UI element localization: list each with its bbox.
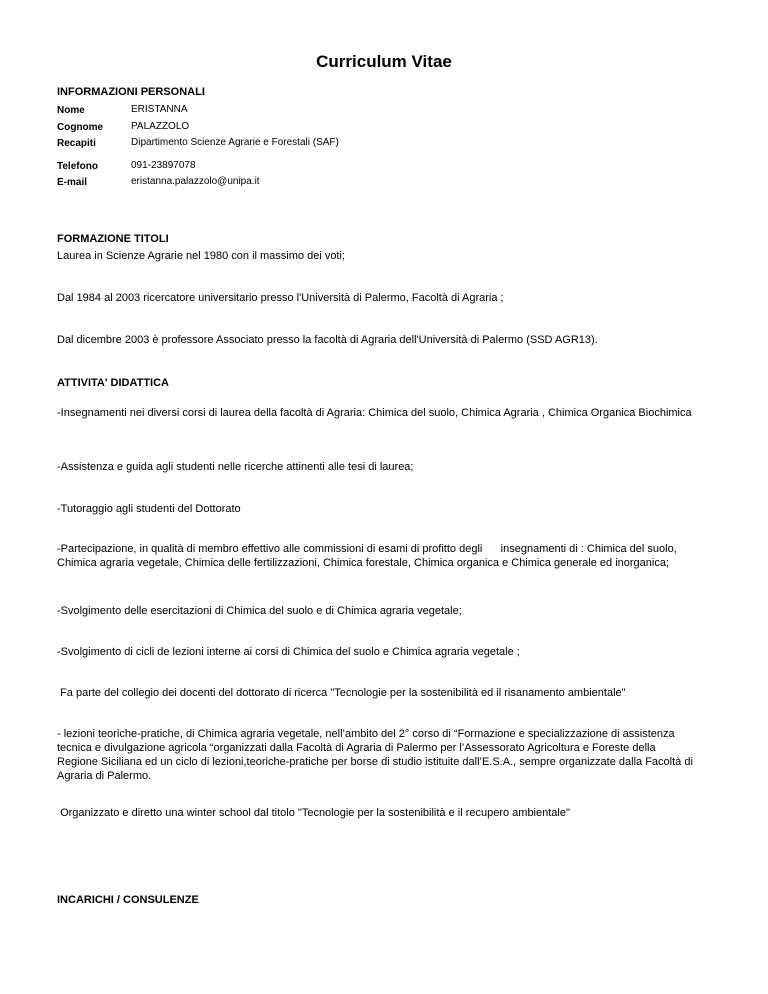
education-item: Dal 1984 al 2003 ricercatore universitario presso l'Università di Palermo, Facoltà di Agraria ; [57, 292, 504, 304]
name-label: Nome [57, 105, 85, 116]
address-value: Dipartimento Scienze Agrarie e Forestali (SAF) [131, 137, 339, 148]
address-label: Recapiti [57, 138, 96, 149]
teaching-item: -Svolgimento di cicli de lezioni interne ai corsi di Chimica del suolo e Chimica agraria vegetale ; [57, 646, 520, 658]
email-value: eristanna.palazzolo@unipa.it [131, 176, 260, 187]
teaching-heading: ATTIVITA' DIDATTICA [57, 377, 169, 389]
teaching-item: - lezioni teoriche-pratiche, di Chimica agraria vegetale, nell’ambito del 2° corso di “Formazione e specializzazione di assistenza tecnica e divulgazione agricola “organizzati dalla Facoltà di Agraria di Palermo per l’Assessorato Agricoltura e Foreste della Regione Siciliana ed un ciclo di lezioni,teoriche-pratiche per borse di studio istituite dall’E.S.A., sempre organizzate dalla Facoltà di Agraria di Palermo. [57, 728, 693, 782]
teaching-item: -Tutoraggio agli studenti del Dottorato [57, 503, 241, 515]
teaching-item: Fa parte del collegio dei docenti del dottorato di ricerca "Tecnologie per la sostenibilità ed il risanamento ambientale" [57, 687, 626, 699]
education-heading: FORMAZIONE TITOLI [57, 233, 169, 245]
personal-info-heading: INFORMAZIONI PERSONALI [57, 86, 205, 98]
teaching-item: -Assistenza e guida agli studenti nelle ricerche attinenti alle tesi di laurea; [57, 461, 414, 473]
email-label: E-mail [57, 177, 88, 188]
education-item: Dal dicembre 2003 è professore Associato presso la facoltà di Agraria dell'Università di Palermo (SSD AGR13). [57, 334, 598, 346]
teaching-item: -Insegnamenti nei diversi corsi di laurea della facoltà di Agraria: Chimica del suolo, Chimica Agraria , Chimica Organica Biochimica [57, 407, 692, 419]
teaching-item: Organizzato e diretto una winter school dal titolo "Tecnologie per la sostenibilità e il recupero ambientale" [57, 807, 570, 819]
teaching-item: -Partecipazione, in qualità di membro effettivo alle commissioni di esami di profitto degli insegnamenti di : Chimica del suolo, Chimica agraria vegetale, Chimica delle fertilizzazioni, Chimica forestale, Chimica organica e Chimica generale ed inorganica; [57, 543, 680, 569]
appointments-heading: INCARICHI / CONSULENZE [57, 894, 199, 906]
name-value: ERISTANNA [131, 104, 188, 115]
teaching-item: -Svolgimento delle esercitazioni di Chimica del suolo e di Chimica agraria vegetale; [57, 605, 462, 617]
surname-value: PALAZZOLO [131, 121, 190, 132]
surname-label: Cognome [57, 122, 104, 133]
education-item: Laurea in Scienze Agrarie nel 1980 con il massimo dei voti; [57, 250, 345, 262]
phone-value: 091-23897078 [131, 160, 196, 171]
phone-label: Telefono [57, 161, 98, 172]
document-title: Curriculum Vitae [316, 52, 452, 71]
